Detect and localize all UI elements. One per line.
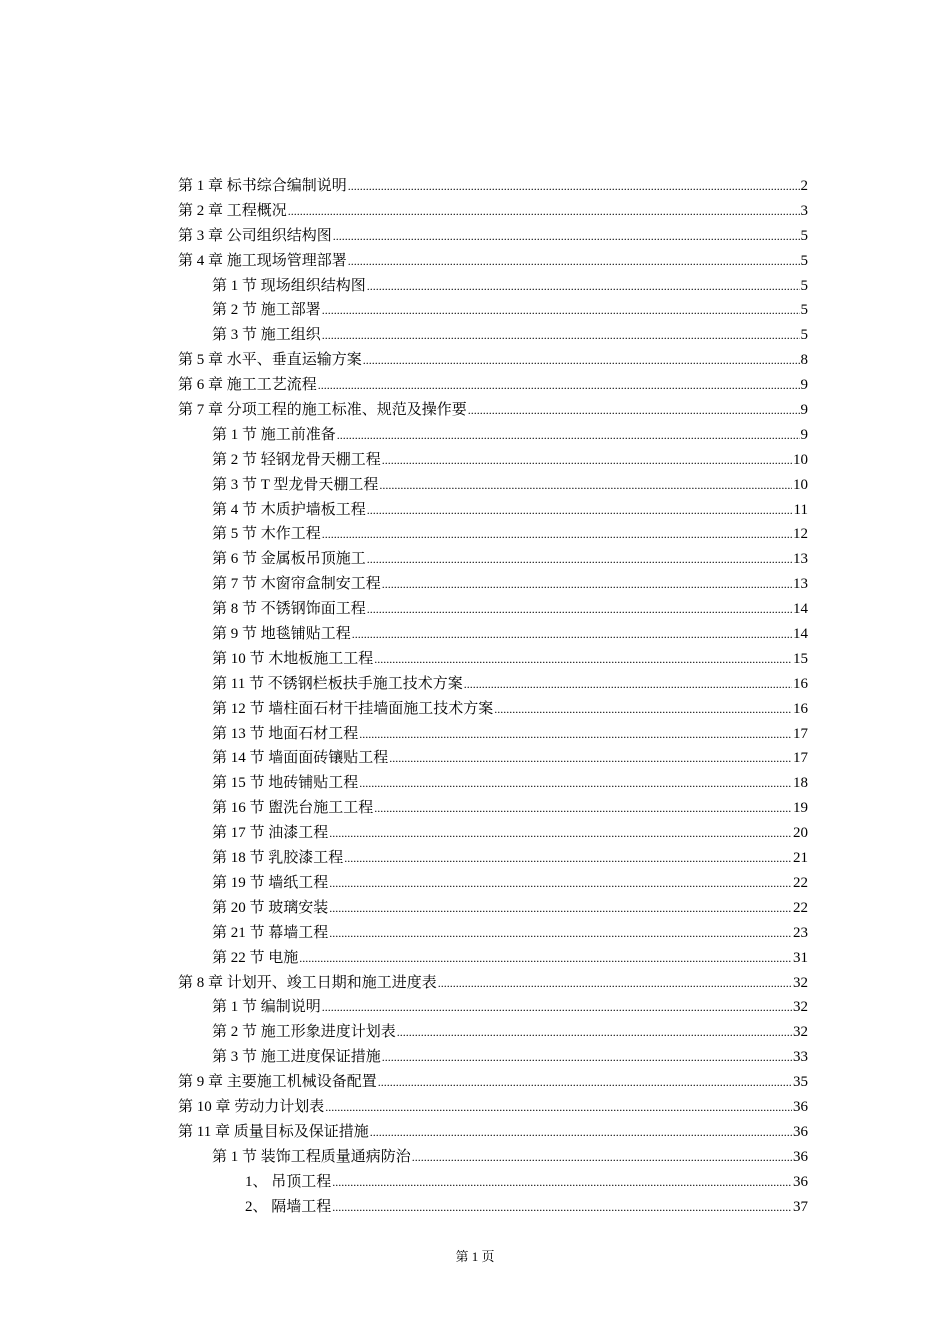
toc-entry[interactable] — [178, 1095, 808, 1120]
toc-entry[interactable] — [178, 323, 808, 348]
toc-entry[interactable] — [178, 946, 808, 971]
toc-page-number: 36 — [793, 1123, 808, 1140]
toc-entry-title: 第 8 节 不锈钢饰面工程 — [212, 601, 366, 618]
toc-entry-title: 第 3 章 公司组织结构图 — [178, 227, 332, 244]
toc-entry-title: 第 8 章 计划开、竣工日期和施工进度表 — [178, 974, 437, 991]
toc-entry-title: 第 1 节 装饰工程质量通病防治 — [212, 1148, 411, 1165]
toc-entry-title: 第 5 节 木作工程 — [212, 526, 321, 543]
toc-entry[interactable] — [178, 448, 808, 473]
toc-page-number: 33 — [793, 1049, 808, 1066]
toc-entry[interactable] — [178, 647, 808, 672]
toc-page-number: 18 — [793, 775, 808, 792]
dot-leader — [352, 622, 792, 647]
toc-entry-title: 第 4 节 木质护墙板工程 — [212, 501, 366, 518]
toc-entry-title: 第 10 节 木地板施工工程 — [212, 650, 374, 667]
toc-page-number: 9 — [800, 426, 808, 443]
dot-leader — [322, 995, 792, 1020]
toc-entry-title: 第 6 章 施工工艺流程 — [178, 377, 317, 394]
toc-entry-title: 第 7 章 分项工程的施工标准、规范及操作要 — [178, 402, 467, 419]
toc-page-number: 32 — [793, 999, 808, 1016]
toc-entry-title: 第 16 节 盥洗台施工工程 — [212, 800, 374, 817]
toc-entry-title: 第 1 节 现场组织结构图 — [212, 277, 366, 294]
toc-page-number: 21 — [793, 850, 808, 867]
toc-entry[interactable] — [178, 373, 808, 398]
toc-entry[interactable] — [178, 821, 808, 846]
toc-page-number: 9 — [800, 402, 808, 419]
toc-page-number: 5 — [800, 227, 808, 244]
toc-entry-title: 第 3 节 施工组织 — [212, 327, 321, 344]
toc-entry-title: 第 19 节 墙纸工程 — [212, 874, 329, 891]
toc-page-number: 19 — [793, 800, 808, 817]
dot-leader — [382, 572, 792, 597]
toc-entry[interactable] — [178, 547, 808, 572]
toc-page-number: 5 — [800, 302, 808, 319]
toc-page-number: 14 — [793, 601, 808, 618]
toc-entry-title: 第 3 节 T 型龙骨天棚工程 — [212, 476, 379, 493]
dot-leader — [359, 771, 792, 796]
toc-entry-title: 第 5 章 水平、垂直运输方案 — [178, 352, 362, 369]
toc-entry[interactable] — [178, 846, 808, 871]
toc-entry-title: 2、 隔墙工程 — [245, 1198, 332, 1215]
toc-entry-title: 第 9 章 主要施工机械设备配置 — [178, 1074, 377, 1091]
dot-leader — [329, 871, 792, 896]
toc-entry-title: 第 22 节 电施 — [212, 949, 299, 966]
toc-entry[interactable] — [178, 423, 808, 448]
dot-leader — [397, 1020, 792, 1045]
toc-entry[interactable] — [178, 921, 808, 946]
toc-entry[interactable] — [178, 398, 808, 423]
toc-entry[interactable] — [178, 249, 808, 274]
toc-entry[interactable] — [178, 1145, 808, 1170]
dot-leader — [322, 522, 792, 547]
toc-page-number: 17 — [793, 725, 808, 742]
toc-entry[interactable] — [178, 995, 808, 1020]
dot-leader — [379, 473, 792, 498]
toc-page-number: 32 — [793, 1024, 808, 1041]
toc-page-number: 10 — [793, 451, 808, 468]
toc-entry[interactable] — [178, 572, 808, 597]
toc-entry[interactable] — [178, 174, 808, 199]
toc-entry[interactable] — [178, 672, 808, 697]
toc-page-number: 20 — [793, 825, 808, 842]
toc-entry-title: 第 1 章 标书综合编制说明 — [178, 178, 347, 194]
dot-leader — [344, 846, 792, 871]
dot-leader — [337, 423, 800, 448]
toc-entry-title: 第 12 节 墙柱面石材干挂墙面施工技术方案 — [212, 700, 494, 717]
toc-entry[interactable] — [178, 1045, 808, 1070]
toc-entry[interactable] — [178, 597, 808, 622]
toc-entry[interactable] — [178, 746, 808, 771]
dot-leader — [370, 1120, 792, 1145]
toc-entry[interactable] — [178, 498, 808, 523]
dot-leader — [464, 672, 792, 697]
dot-leader — [299, 946, 792, 971]
toc-page-number: 3 — [800, 202, 808, 219]
toc-page-number: 23 — [793, 924, 808, 941]
dot-leader — [378, 1070, 792, 1095]
page-footer: 第 1 页 — [455, 1249, 495, 1264]
toc-entry-title: 第 1 节 编制说明 — [212, 999, 321, 1016]
toc-page-number: 15 — [793, 650, 808, 667]
toc-entry[interactable] — [178, 622, 808, 647]
toc-entry[interactable] — [178, 771, 808, 796]
toc-entry-title: 第 15 节 地砖铺贴工程 — [212, 775, 359, 792]
toc-entry[interactable] — [178, 199, 808, 224]
toc-entry-title: 第 6 节 金属板吊顶施工 — [212, 551, 366, 568]
toc-entry[interactable] — [178, 1170, 808, 1195]
toc-page-number: 13 — [793, 576, 808, 593]
dot-leader — [348, 174, 800, 199]
dot-leader — [367, 498, 793, 523]
toc-page-number: 22 — [793, 874, 808, 891]
toc-entry-title: 1、 吊顶工程 — [245, 1173, 332, 1190]
toc-entry-title: 第 20 节 玻璃安装 — [212, 899, 329, 916]
toc-entry[interactable] — [178, 1120, 808, 1145]
dot-leader — [374, 796, 792, 821]
toc-page-number: 37 — [793, 1198, 808, 1215]
toc-entry[interactable] — [178, 522, 808, 547]
dot-leader — [333, 224, 800, 249]
toc-entry[interactable] — [178, 871, 808, 896]
toc-page-number: 13 — [793, 551, 808, 568]
dot-leader — [332, 1170, 792, 1195]
toc-page-number: 31 — [793, 949, 808, 966]
dot-leader — [412, 1145, 792, 1170]
toc-entry-title: 第 2 节 施工部署 — [212, 302, 321, 319]
dot-leader — [374, 647, 792, 672]
dot-leader — [494, 697, 792, 722]
toc-entry[interactable] — [178, 1195, 808, 1220]
dot-leader — [348, 249, 800, 274]
toc-page-number: 5 — [800, 327, 808, 344]
toc-page-number: 2 — [800, 178, 808, 194]
dot-leader — [329, 821, 792, 846]
toc-entry-title: 第 11 章 质量目标及保证措施 — [178, 1123, 369, 1140]
toc-entry-title: 第 2 节 轻钢龙骨天棚工程 — [212, 451, 381, 468]
dot-leader — [382, 448, 792, 473]
toc-page-number: 36 — [793, 1173, 808, 1190]
toc-entry[interactable] — [178, 274, 808, 299]
toc-entry-title: 第 2 章 工程概况 — [178, 202, 287, 219]
dot-leader — [329, 921, 792, 946]
dot-leader — [322, 298, 800, 323]
toc-entry[interactable] — [178, 971, 808, 996]
toc-entry[interactable] — [178, 1020, 808, 1045]
toc-page-number: 5 — [800, 277, 808, 294]
toc-page-number: 35 — [793, 1074, 808, 1091]
toc-entry-title: 第 7 节 木窗帘盒制安工程 — [212, 576, 381, 593]
toc-entry-title: 第 1 节 施工前准备 — [212, 426, 336, 443]
toc-page-number: 8 — [800, 352, 808, 369]
toc-page-number: 12 — [793, 526, 808, 543]
dot-leader — [329, 896, 792, 921]
dot-leader — [322, 323, 800, 348]
toc-entry-title: 第 11 节 不锈钢栏板扶手施工技术方案 — [212, 675, 463, 692]
toc-page-number: 16 — [793, 675, 808, 692]
toc-entry-title: 第 21 节 幕墙工程 — [212, 924, 329, 941]
toc-page-number: 9 — [800, 377, 808, 394]
toc-entry-title: 第 9 节 地毯铺贴工程 — [212, 626, 351, 643]
toc-entry[interactable] — [178, 722, 808, 747]
toc-page-number: 11 — [793, 501, 808, 518]
dot-leader — [325, 1095, 792, 1120]
toc-entry-title: 第 18 节 乳胶漆工程 — [212, 850, 344, 867]
dot-leader — [332, 1195, 792, 1220]
dot-leader — [367, 597, 792, 622]
toc-entry-title: 第 3 节 施工进度保证措施 — [212, 1049, 381, 1066]
dot-leader — [359, 722, 792, 747]
toc-entry[interactable] — [178, 896, 808, 921]
toc-entry-title: 第 17 节 油漆工程 — [212, 825, 329, 842]
toc-page-number: 32 — [793, 974, 808, 991]
toc-entry[interactable] — [178, 348, 808, 373]
dot-leader — [367, 274, 800, 299]
toc-page-number: 14 — [793, 626, 808, 643]
toc-entry-title: 第 4 章 施工现场管理部署 — [178, 252, 347, 269]
dot-leader — [438, 971, 792, 996]
toc-entry[interactable] — [178, 473, 808, 498]
table-of-contents — [178, 174, 808, 1219]
toc-page-number: 5 — [800, 252, 808, 269]
toc-entry-title: 第 10 章 劳动力计划表 — [178, 1098, 325, 1115]
toc-page-number: 16 — [793, 700, 808, 717]
toc-page-number: 17 — [793, 750, 808, 767]
toc-entry[interactable] — [178, 224, 808, 249]
toc-entry[interactable] — [178, 1070, 808, 1095]
toc-entry-title: 第 13 节 地面石材工程 — [212, 725, 359, 742]
dot-leader — [389, 746, 792, 771]
dot-leader — [382, 1045, 792, 1070]
toc-entry[interactable] — [178, 697, 808, 722]
toc-entry-title: 第 14 节 墙面面砖镶贴工程 — [212, 750, 389, 767]
dot-leader — [363, 348, 800, 373]
dot-leader — [318, 373, 800, 398]
dot-leader — [468, 398, 800, 423]
dot-leader — [367, 547, 792, 572]
toc-page-number: 22 — [793, 899, 808, 916]
toc-entry-title: 第 2 节 施工形象进度计划表 — [212, 1024, 396, 1041]
toc-entry[interactable] — [178, 796, 808, 821]
toc-page-number: 36 — [793, 1148, 808, 1165]
toc-page-number: 10 — [793, 476, 808, 493]
dot-leader — [288, 199, 800, 224]
toc-entry[interactable] — [178, 298, 808, 323]
toc-page-number: 36 — [793, 1098, 808, 1115]
